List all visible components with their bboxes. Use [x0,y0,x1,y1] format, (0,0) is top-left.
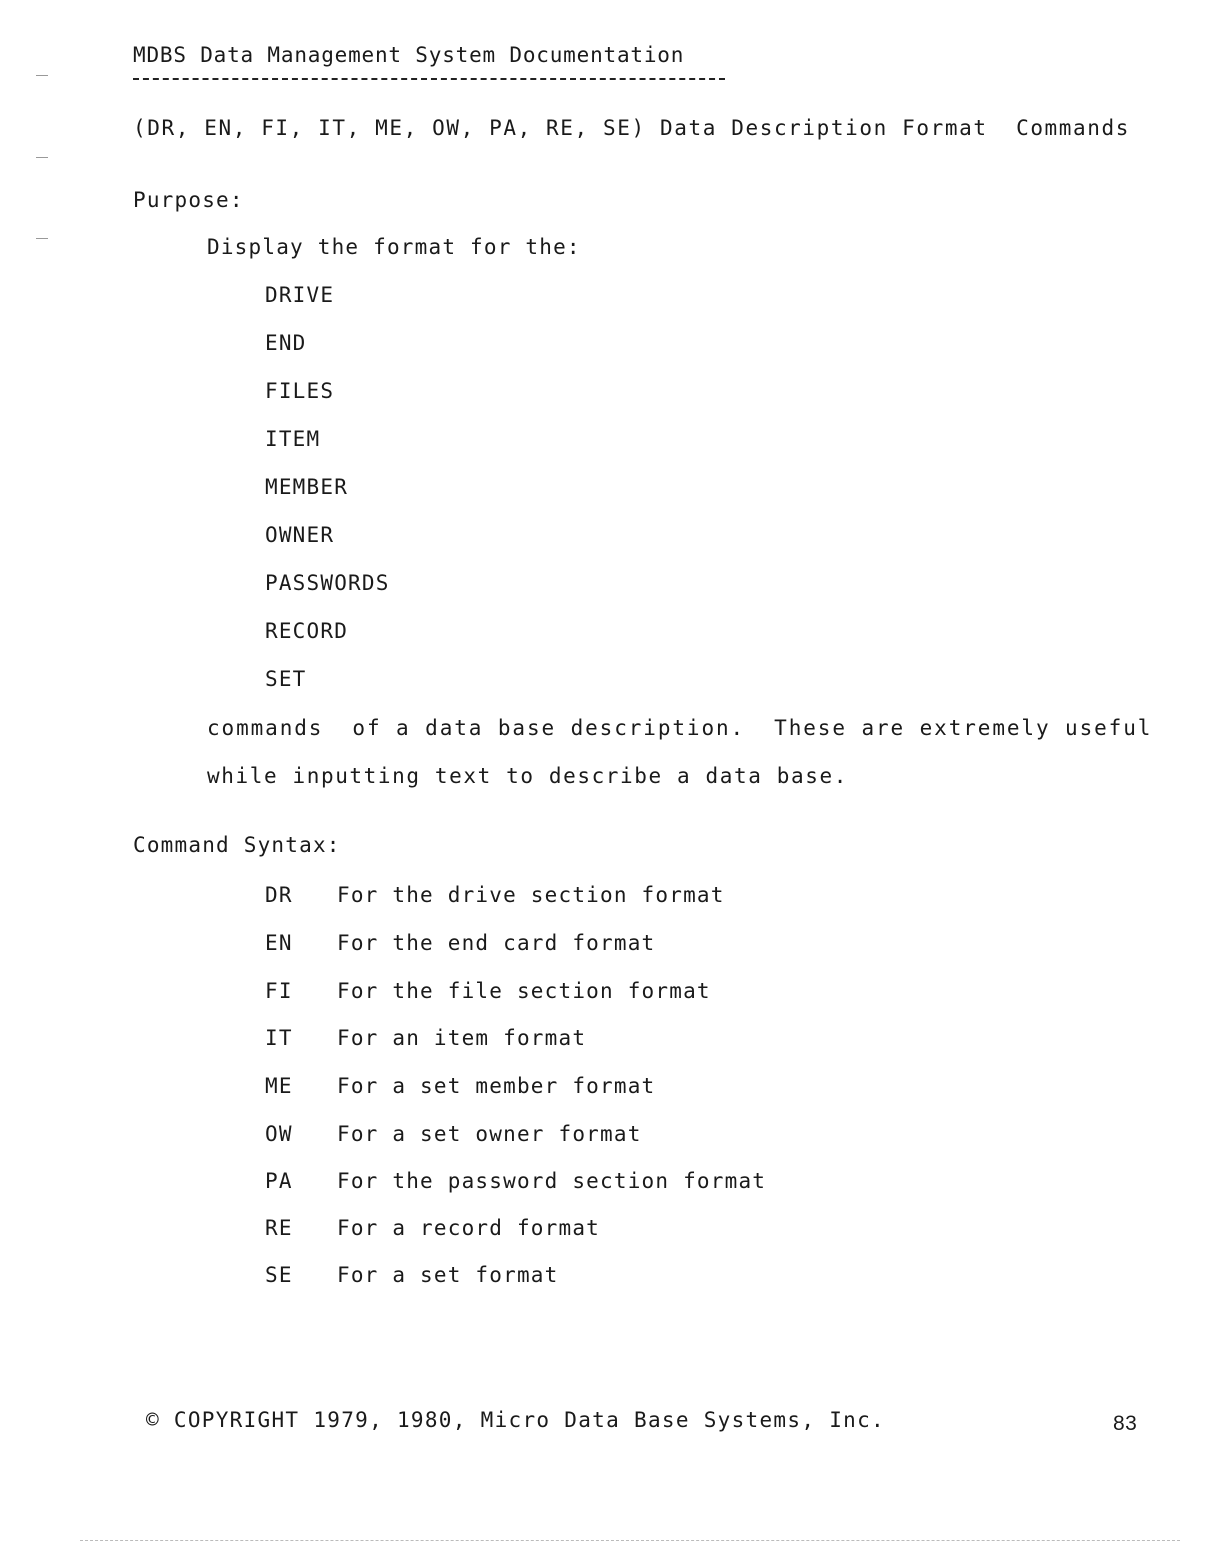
command-item: ITEM [265,427,321,451]
syntax-code: ME [265,1074,293,1098]
syntax-description: For a set member format [337,1074,656,1098]
header-dashed-rule [133,78,725,80]
purpose-description-line: commands of a data base description. These are extremely useful [207,716,1153,740]
command-item: FILES [265,379,335,403]
syntax-code: PA [265,1169,293,1193]
syntax-description: For the file section format [337,979,711,1003]
command-item: RECORD [265,619,349,643]
command-item: DRIVE [265,283,335,307]
syntax-code: IT [265,1026,293,1050]
purpose-intro: Display the format for the: [207,235,581,259]
margin-mark [36,238,48,239]
command-item: OWNER [265,523,335,547]
syntax-description: For a record format [337,1216,601,1240]
page-number: 83 [1113,1412,1138,1435]
page-header-title: MDBS Data Management System Documentation [133,43,685,67]
syntax-code: EN [265,931,293,955]
syntax-description: For the drive section format [337,883,725,907]
syntax-code: FI [265,979,293,1003]
syntax-code: RE [265,1216,293,1240]
purpose-description-line: while inputting text to describe a data base. [207,764,848,788]
command-syntax-label: Command Syntax: [133,833,341,857]
syntax-description: For a set owner format [337,1122,642,1146]
command-item: END [265,331,307,355]
footer-copyright: © COPYRIGHT 1979, 1980, Micro Data Base Systems, Inc. [146,1408,885,1432]
syntax-code: DR [265,883,293,907]
bottom-rule [80,1540,1180,1541]
command-item: PASSWORDS [265,571,390,595]
purpose-label: Purpose: [133,188,244,212]
command-item: SET [265,667,307,691]
section-title: (DR, EN, FI, IT, ME, OW, PA, RE, SE) Data Description Format Commands [133,116,1131,140]
margin-mark [36,157,48,158]
syntax-description: For a set format [337,1263,559,1287]
syntax-description: For the password section format [337,1169,767,1193]
command-item: MEMBER [265,475,349,499]
margin-mark [36,75,48,76]
syntax-code: OW [265,1122,293,1146]
syntax-description: For an item format [337,1026,587,1050]
syntax-description: For the end card format [337,931,656,955]
syntax-code: SE [265,1263,293,1287]
